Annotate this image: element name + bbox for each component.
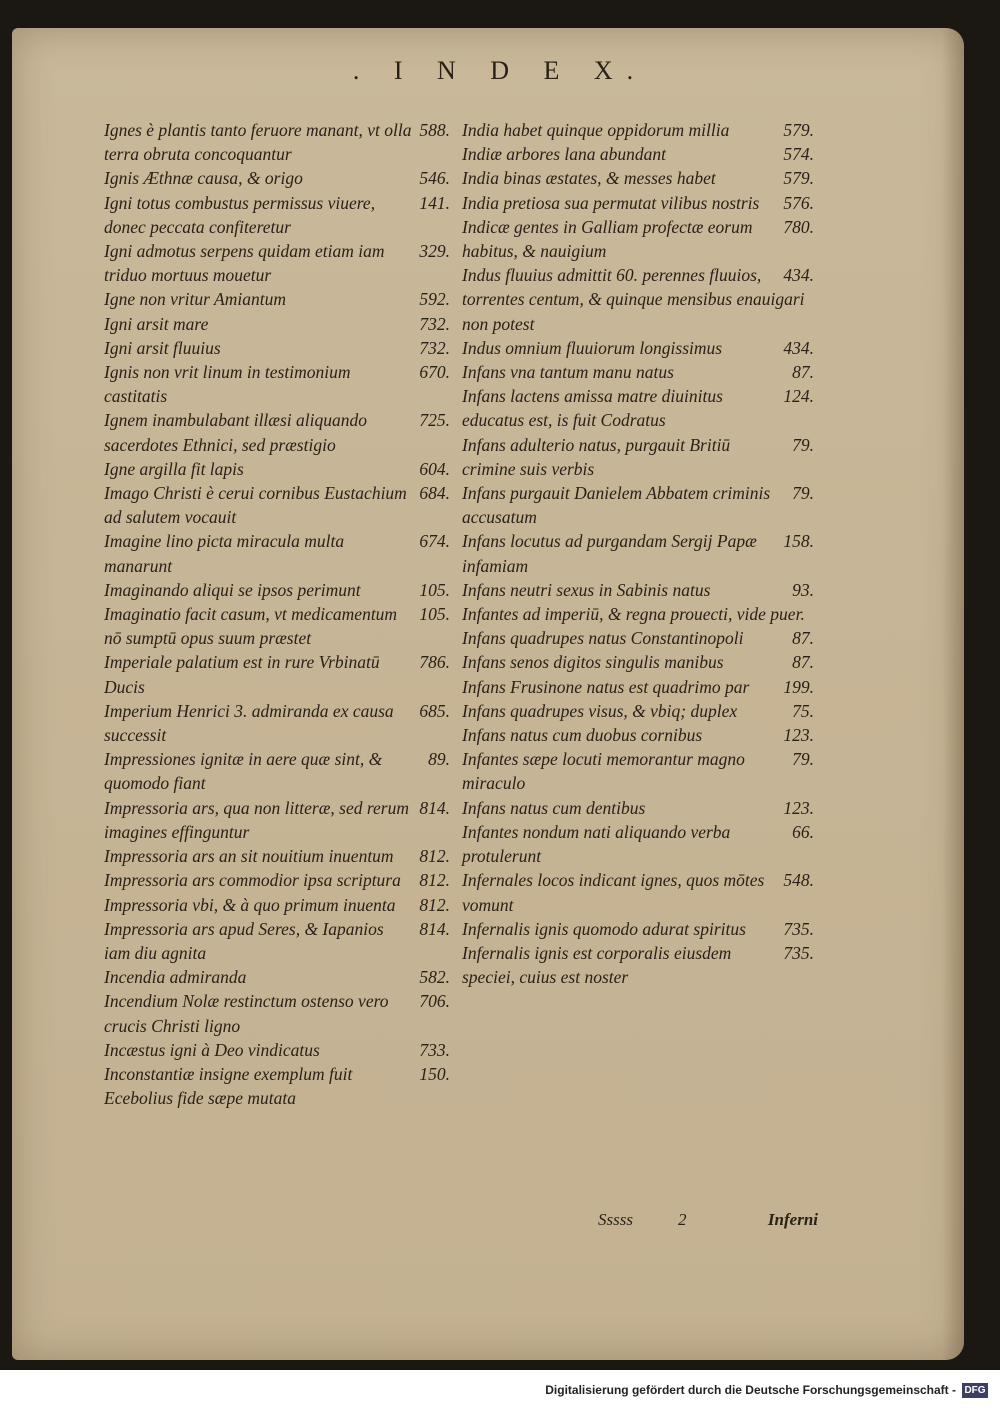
entry-page-number: 66. bbox=[792, 821, 814, 842]
index-entry bbox=[104, 239, 450, 287]
entry-text: Infans neutri sexus in Sabinis natus bbox=[462, 579, 711, 600]
entry-text: Imago Christi è cerui cornibus Eustachium ad salutem vocauit bbox=[104, 483, 407, 528]
entry-page-number: 79. bbox=[792, 749, 814, 770]
entry-page-number: 123. bbox=[783, 725, 814, 746]
entry-text: India pretiosa sua permutat vilibus nostris bbox=[462, 192, 760, 213]
entry-page-number: 546. bbox=[419, 168, 450, 189]
index-entry bbox=[104, 650, 450, 698]
index-entry bbox=[462, 263, 814, 336]
entry-page-number: 105. bbox=[419, 604, 450, 625]
entry-text: Inconstantiæ insigne exemplum fuit Ecebolius fide sæpe mutata bbox=[104, 1063, 353, 1109]
entry-page-number: 105. bbox=[419, 579, 450, 600]
index-entry bbox=[104, 917, 450, 965]
entry-text: Impressoria ars, qua non litteræ, sed rerum imagines effinguntur bbox=[104, 797, 409, 842]
entry-page-number: 735. bbox=[783, 942, 814, 963]
entry-text: Igni arsit mare bbox=[104, 313, 209, 334]
index-entry bbox=[462, 941, 814, 989]
entry-text: Incendium Nolæ restinctum ostenso vero crucis Christi ligno bbox=[104, 991, 389, 1036]
entry-text: Incendia admiranda bbox=[104, 967, 247, 988]
entry-page-number: 812. bbox=[419, 894, 450, 915]
index-entry bbox=[104, 529, 450, 577]
index-entry bbox=[104, 312, 450, 336]
index-entry bbox=[104, 747, 450, 795]
entry-page-number: 592. bbox=[419, 289, 450, 310]
index-entry bbox=[104, 868, 450, 892]
entry-page-number: 123. bbox=[783, 797, 814, 818]
signature-number: 2 bbox=[678, 1210, 687, 1229]
entry-text: Infantes nondum nati aliquando verba protulerunt bbox=[462, 821, 731, 867]
entry-page-number: 733. bbox=[419, 1039, 450, 1060]
index-entry bbox=[104, 287, 450, 311]
entry-text: Infans purgauit Danielem Abbatem criminis accusatum bbox=[462, 483, 771, 528]
signature-mark: Sssss bbox=[598, 1210, 633, 1229]
entry-text: Infans natus cum dentibus bbox=[462, 797, 646, 818]
footer-credit: Digitalisierung gefördert durch die Deutsche Forschungsgemeinschaft - bbox=[545, 1383, 956, 1397]
entry-page-number: 706. bbox=[419, 991, 450, 1012]
entry-text: Infantes sæpe locuti memorantur magno miraculo bbox=[462, 749, 745, 794]
entry-text: Infans locutus ad purgandam Sergij Papæ infamiam bbox=[462, 531, 757, 576]
entry-text: Impressoria ars an sit nouitium inuentum bbox=[104, 846, 394, 867]
index-entry bbox=[104, 408, 450, 456]
entry-page-number: 604. bbox=[419, 458, 450, 479]
index-entry bbox=[462, 142, 814, 166]
entry-page-number: 199. bbox=[783, 676, 814, 697]
entry-text: Impressoria ars apud Seres, & Iapanios iam diu agnita bbox=[104, 918, 384, 963]
entry-text: Igni arsit fluuius bbox=[104, 337, 221, 358]
index-column-left bbox=[104, 118, 450, 1110]
entry-text: Igne argilla fit lapis bbox=[104, 458, 244, 479]
entry-text: Infans vna tantum manu natus bbox=[462, 362, 674, 383]
index-entry bbox=[462, 868, 814, 916]
index-entry bbox=[462, 166, 814, 190]
entry-text: Igni totus combustus permissus viuere, donec peccata confiteretur bbox=[104, 192, 376, 237]
entry-text: Ignis non vrit linum in testimonium castitatis bbox=[104, 362, 351, 407]
entry-text: Ignes è plantis tanto feruore manant, vt olla terra obruta concoquantur bbox=[104, 120, 412, 165]
entry-page-number: 93. bbox=[792, 579, 814, 600]
index-entry bbox=[462, 747, 814, 795]
entry-page-number: 814. bbox=[419, 918, 450, 939]
index-entry bbox=[462, 336, 814, 360]
entry-text: Imperium Henrici 3. admiranda ex causa successit bbox=[104, 700, 394, 746]
index-entry bbox=[104, 965, 450, 989]
entry-page-number: 812. bbox=[419, 846, 450, 867]
index-entry bbox=[462, 191, 814, 215]
entry-page-number: 579. bbox=[783, 168, 814, 189]
entry-text: Indiæ arbores lana abundant bbox=[462, 144, 667, 165]
entry-page-number: 786. bbox=[419, 652, 450, 673]
entry-page-number: 158. bbox=[783, 531, 814, 552]
entry-text: Infantes ad imperiū, & regna prouecti, vide puer. bbox=[462, 604, 805, 625]
entry-page-number: 780. bbox=[783, 216, 814, 237]
index-entry bbox=[462, 433, 814, 481]
entry-page-number: 684. bbox=[419, 483, 450, 504]
index-entry bbox=[462, 602, 814, 626]
entry-page-number: 87. bbox=[792, 652, 814, 673]
entry-text: Indus fluuius admittit 60. perennes fluuios, torrentes centum, & quinque mensibus enauigari non potest bbox=[462, 265, 805, 334]
index-entry bbox=[462, 578, 814, 602]
index-entry bbox=[104, 989, 450, 1037]
entry-text: Imperiale palatium est in rure Vrbinatū Ducis bbox=[104, 652, 380, 697]
entry-text: Impressiones ignitæ in aere quæ sint, & quomodo fiant bbox=[104, 749, 383, 794]
entry-page-number: 576. bbox=[783, 192, 814, 213]
index-entry bbox=[462, 820, 814, 868]
index-entry bbox=[462, 917, 814, 941]
index-entry bbox=[104, 602, 450, 650]
index-entry bbox=[104, 844, 450, 868]
entry-page-number: 582. bbox=[419, 967, 450, 988]
index-entry bbox=[462, 384, 814, 432]
entry-page-number: 814. bbox=[419, 797, 450, 818]
entry-text: Infans Frusinone natus est quadrimo par bbox=[462, 676, 750, 697]
index-entry bbox=[104, 336, 450, 360]
index-entry bbox=[104, 796, 450, 844]
entry-page-number: 434. bbox=[783, 337, 814, 358]
index-entry bbox=[104, 481, 450, 529]
entry-page-number: 735. bbox=[783, 918, 814, 939]
footer-bar bbox=[0, 1370, 1000, 1411]
entry-text: India binas æstates, & messes habet bbox=[462, 168, 716, 189]
index-entry bbox=[462, 699, 814, 723]
entry-text: Indus omnium fluuiorum longissimus bbox=[462, 337, 723, 358]
index-entry bbox=[104, 166, 450, 190]
entry-page-number: 685. bbox=[419, 700, 450, 721]
entry-text: Impressoria vbi, & à quo primum inuenta bbox=[104, 894, 396, 915]
entry-text: Ignis Æthnæ causa, & origo bbox=[104, 168, 303, 189]
entry-page-number: 812. bbox=[419, 870, 450, 891]
entry-page-number: 670. bbox=[419, 362, 450, 383]
index-entry bbox=[104, 699, 450, 747]
entry-page-number: 89. bbox=[428, 749, 450, 770]
catchword: Inferni bbox=[767, 1210, 818, 1229]
entry-page-number: 434. bbox=[783, 265, 814, 286]
page-edge-shadow bbox=[942, 28, 964, 1360]
entry-text: Ignem inambulabant illæsi aliquando sacerdotes Ethnici, sed præstigio bbox=[104, 410, 367, 455]
entry-text: India habet quinque oppidorum millia bbox=[462, 120, 730, 140]
entry-page-number: 574. bbox=[783, 144, 814, 165]
dfg-logo: DFG bbox=[962, 1383, 988, 1398]
index-entry bbox=[104, 191, 450, 239]
entry-page-number: 329. bbox=[419, 241, 450, 262]
entry-page-number: 79. bbox=[792, 434, 814, 455]
entry-page-number: 579. bbox=[783, 120, 814, 140]
entry-text: Igne non vritur Amiantum bbox=[104, 289, 286, 310]
index-entry bbox=[462, 650, 814, 674]
entry-text: Imagine lino picta miracula multa manarunt bbox=[104, 531, 345, 576]
index-entry bbox=[104, 893, 450, 917]
index-entry bbox=[104, 118, 450, 166]
entry-text: Infans quadrupes natus Constantinopoli bbox=[462, 628, 744, 649]
index-entry bbox=[104, 578, 450, 602]
index-entry bbox=[462, 626, 814, 650]
entry-page-number: 725. bbox=[419, 410, 450, 431]
index-entry bbox=[462, 529, 814, 577]
index-entry bbox=[462, 796, 814, 820]
entry-page-number: 79. bbox=[792, 483, 814, 504]
entry-page-number: 674. bbox=[419, 531, 450, 552]
entry-text: Indicæ gentes in Galliam profectæ eorum habitus, & nauigium bbox=[462, 216, 753, 262]
entry-text: Infans lactens amissa matre diuinitus educatus est, is fuit Codratus bbox=[462, 386, 723, 431]
index-entry bbox=[462, 215, 814, 263]
entry-text: Infernales locos indicant ignes, quos mōtes vomunt bbox=[462, 870, 765, 915]
entry-page-number: 588. bbox=[419, 120, 450, 140]
entry-text: Impressoria ars commodior ipsa scriptura bbox=[104, 870, 401, 891]
entry-text: Infernalis ignis quomodo adurat spiritus bbox=[462, 918, 746, 939]
entry-text: Infernalis ignis est corporalis eiusdem speciei, cuius est noster bbox=[462, 942, 732, 988]
entry-page-number: 732. bbox=[419, 337, 450, 358]
entry-text: Igni admotus serpens quidam etiam iam triduo mortuus mouetur bbox=[104, 241, 385, 286]
entry-text: Imaginatio facit casum, vt medicamentum nō sumptū opus suum præstet bbox=[104, 604, 398, 649]
index-entry bbox=[104, 1038, 450, 1062]
entry-page-number: 87. bbox=[792, 628, 814, 649]
index-entry bbox=[462, 675, 814, 699]
index-entry bbox=[462, 723, 814, 747]
entry-text: Infans natus cum duobus cornibus bbox=[462, 725, 703, 746]
index-entry bbox=[104, 360, 450, 408]
index-entry bbox=[104, 1062, 450, 1110]
index-entry bbox=[462, 481, 814, 529]
entry-page-number: 548. bbox=[783, 870, 814, 891]
entry-text: Infans adulterio natus, purgauit Britiū crimine suis verbis bbox=[462, 434, 731, 479]
entry-text: Infans quadrupes visus, & vbiq; duplex bbox=[462, 700, 738, 721]
entry-text: Incæstus igni à Deo vindicatus bbox=[104, 1039, 320, 1060]
entry-page-number: 150. bbox=[419, 1063, 450, 1084]
entry-page-number: 75. bbox=[792, 700, 814, 721]
index-entry bbox=[462, 360, 814, 384]
entry-page-number: 124. bbox=[783, 386, 814, 407]
index-entry bbox=[462, 118, 814, 142]
entry-page-number: 87. bbox=[792, 362, 814, 383]
entry-text: Infans senos digitos singulis manibus bbox=[462, 652, 724, 673]
index-entry bbox=[104, 457, 450, 481]
entry-text: Imaginando aliqui se ipsos perimunt bbox=[104, 579, 361, 600]
index-column-right bbox=[462, 118, 814, 989]
page-header: . I N D E X. bbox=[352, 56, 648, 85]
entry-page-number: 732. bbox=[419, 313, 450, 334]
entry-page-number: 141. bbox=[419, 192, 450, 213]
